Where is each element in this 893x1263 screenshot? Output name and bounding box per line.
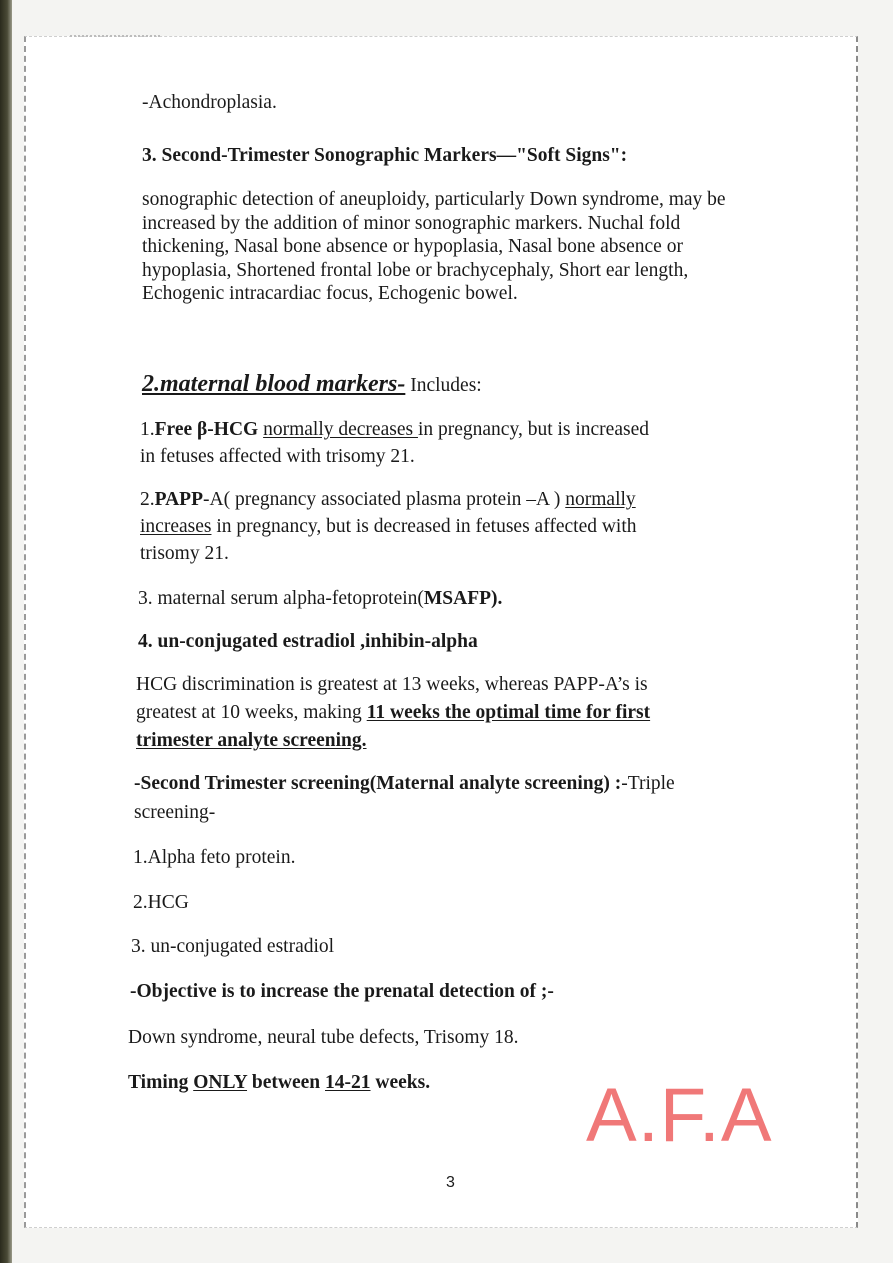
section-title: 2.maternal blood markers- — [142, 371, 406, 397]
timing-line — [128, 1071, 430, 1095]
pappa-text: -A( pregnancy associated plasma protein –A ) — [203, 489, 566, 510]
second-trimester-line2: screening- — [134, 802, 216, 823]
triple-label: -Triple — [621, 773, 675, 794]
triple-item-1: 1.Alpha feto protein. — [133, 847, 296, 868]
timing-label: Timing — [128, 1072, 194, 1093]
second-trimester-heading — [134, 772, 675, 796]
discrimination-text: greatest at 10 weeks, making — [136, 702, 367, 723]
msafp-abbrev: MSAFP). — [423, 588, 503, 609]
optimal-time-emphasis: 11 weeks the optimal time for first — [366, 702, 651, 723]
maternal-blood-markers-heading — [142, 372, 482, 398]
item-number: 1. — [140, 419, 155, 440]
includes-label: Includes: — [405, 375, 482, 396]
msafp-text: 3. maternal serum alpha-fetoprotein( — [138, 588, 424, 609]
scan-marks — [70, 35, 160, 45]
scan-edge-shadow — [0, 0, 12, 1263]
objective-body: Down syndrome, neural tube defects, Trisomy 18. — [128, 1027, 519, 1048]
achondroplasia-line: -Achondroplasia. — [142, 92, 277, 113]
second-trimester-title: -Second Trimester screening(Maternal analyte screening) : — [134, 773, 622, 794]
timing-weeks: weeks. — [370, 1072, 431, 1093]
pappa-item-line2 — [140, 515, 637, 539]
discrimination-line2 — [136, 701, 650, 725]
soft-signs-paragraph: sonographic detection of aneuploidy, particularly Down syndrome, may be increased by the addition of minor sonographic markers. Nuchal fold thickening, Nasal bone absence or hypoplasia, Nasal bone absence or hypoplasia, Shortened frontal lobe or brachycephaly, Short ear length, Echogenic intracardiac focus, Echogenic bowel. — [142, 189, 726, 304]
pappa-item-line3: trisomy 21. — [140, 543, 229, 564]
timing-only: ONLY — [193, 1072, 248, 1093]
discrimination-line1: HCG discrimination is greatest at 13 weeks, whereas PAPP-A’s is — [136, 674, 648, 695]
triple-item-2: 2.HCG — [133, 892, 189, 913]
item-number: 2. — [140, 489, 155, 510]
pappa-term: PAPP — [154, 489, 203, 510]
timing-between: between — [247, 1072, 326, 1093]
discrimination-line3 — [136, 729, 367, 753]
pappa-text-2: in pregnancy, but is decreased in fetuses affected with — [211, 516, 637, 537]
hcg-term: Free β-HCG — [154, 419, 259, 440]
hcg-item — [140, 418, 649, 442]
estradiol-inhibin-item: 4. un-conjugated estradiol ,inhibin-alpha — [138, 631, 478, 652]
msafp-item — [138, 587, 502, 611]
pappa-item — [140, 488, 636, 512]
hcg-text: in pregnancy, but is increased — [417, 419, 649, 440]
objective-heading: -Objective is to increase the prenatal detection of ;- — [130, 981, 554, 1002]
pappa-emphasis: normally — [565, 489, 636, 510]
hcg-item-line2: in fetuses affected with trisomy 21. — [140, 446, 415, 467]
hcg-emphasis: normally decreases — [263, 419, 418, 440]
optimal-time-emphasis-2: trimester analyte screening. — [136, 730, 367, 751]
pappa-emphasis-2: increases — [140, 516, 212, 537]
page-number: 3 — [446, 1174, 455, 1191]
watermark-logo: A.F.A — [586, 1073, 773, 1158]
triple-item-3: 3. un-conjugated estradiol — [131, 936, 335, 957]
timing-range: 14-21 — [325, 1072, 371, 1093]
soft-signs-heading: 3. Second-Trimester Sonographic Markers—"Soft Signs": — [142, 145, 628, 166]
